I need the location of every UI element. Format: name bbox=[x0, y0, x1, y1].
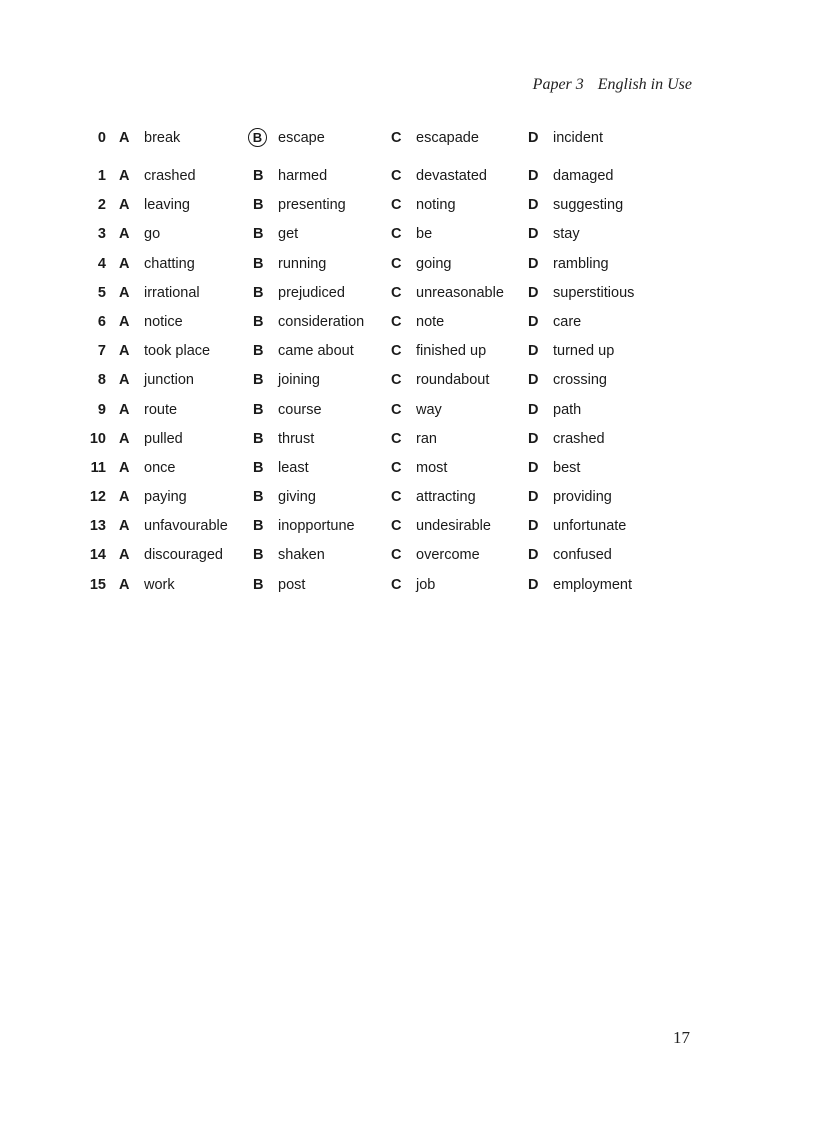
option-letter-a: A bbox=[119, 313, 130, 330]
question-row bbox=[0, 339, 816, 368]
question-row bbox=[0, 368, 816, 397]
option-text-a: once bbox=[144, 459, 176, 476]
option-letter-c: C bbox=[391, 343, 402, 360]
page-number: 17 bbox=[673, 1028, 690, 1047]
option-letter-a: A bbox=[119, 518, 130, 535]
option-text-b: escape bbox=[278, 130, 325, 146]
option-letter-c: C bbox=[391, 401, 402, 418]
option-text-c: going bbox=[416, 255, 452, 272]
option-text-b: course bbox=[278, 401, 322, 418]
option-letter-c: C bbox=[391, 226, 402, 243]
option-letter-d: D bbox=[528, 430, 539, 447]
option-text-c: finished up bbox=[416, 343, 487, 360]
running-header bbox=[533, 76, 692, 94]
option-letter-b: B bbox=[253, 430, 264, 447]
option-text-c: roundabout bbox=[416, 372, 490, 389]
question-row bbox=[0, 164, 816, 193]
option-letter-d: D bbox=[528, 489, 539, 506]
question-row bbox=[0, 281, 816, 310]
option-text-a: took place bbox=[144, 343, 211, 360]
option-letter-b: B bbox=[253, 489, 264, 506]
option-letter-b: B bbox=[253, 372, 264, 389]
option-text-c: most bbox=[416, 459, 448, 476]
option-text-c: way bbox=[416, 401, 442, 418]
option-text-c: overcome bbox=[416, 547, 480, 564]
option-letter-b: B bbox=[253, 576, 264, 593]
option-letter-c: C bbox=[391, 430, 402, 447]
option-text-a: notice bbox=[144, 313, 183, 330]
option-letter-a: A bbox=[119, 430, 130, 447]
option-text-b: inopportune bbox=[278, 518, 355, 535]
question-number: 12 bbox=[89, 489, 106, 506]
option-text-a: leaving bbox=[144, 197, 190, 214]
option-text-b: prejudiced bbox=[278, 284, 345, 301]
option-letter-b: B bbox=[253, 343, 264, 360]
option-text-d: turned up bbox=[553, 343, 615, 360]
option-text-b: least bbox=[278, 459, 309, 476]
option-letter-a: A bbox=[119, 372, 130, 389]
question-row bbox=[0, 427, 816, 456]
answer-circled-b: B bbox=[248, 128, 267, 147]
option-letter-d: D bbox=[528, 255, 539, 272]
question-number: 11 bbox=[90, 459, 106, 476]
option-letter-c: C bbox=[391, 255, 402, 272]
options-table bbox=[0, 126, 816, 602]
option-letter-d: D bbox=[528, 372, 539, 389]
question-number: 0 bbox=[97, 130, 106, 146]
option-text-a: irrational bbox=[144, 284, 200, 301]
option-text-d: incident bbox=[553, 130, 603, 146]
option-text-b: consideration bbox=[278, 313, 365, 330]
option-letter-b: B bbox=[253, 401, 264, 418]
question-number: 14 bbox=[89, 547, 106, 564]
option-letter-a: A bbox=[119, 576, 130, 593]
option-text-d: crossing bbox=[553, 372, 607, 389]
option-letter-a: A bbox=[119, 226, 130, 243]
option-text-c: noting bbox=[416, 197, 456, 214]
option-letter-a: A bbox=[119, 130, 130, 146]
option-letter-a: A bbox=[119, 197, 130, 214]
option-text-d: superstitious bbox=[553, 284, 635, 301]
question-number: 6 bbox=[97, 313, 106, 330]
option-letter-a: A bbox=[119, 401, 130, 418]
option-letter-c: C bbox=[391, 284, 402, 301]
option-letter-b: B bbox=[253, 226, 264, 243]
question-list bbox=[0, 164, 816, 602]
option-letter-d: D bbox=[528, 576, 539, 593]
option-text-c: job bbox=[416, 576, 436, 593]
question-row bbox=[0, 456, 816, 485]
option-text-a: discouraged bbox=[144, 547, 223, 564]
option-text-d: confused bbox=[553, 547, 612, 564]
option-letter-b: B bbox=[253, 547, 264, 564]
option-letter-c: C bbox=[391, 130, 402, 146]
option-letter-c: C bbox=[391, 459, 402, 476]
question-number: 5 bbox=[97, 284, 106, 301]
option-letter-b: B bbox=[253, 197, 264, 214]
question-number: 9 bbox=[97, 401, 106, 418]
option-letter-a: A bbox=[119, 284, 130, 301]
question-row bbox=[0, 310, 816, 339]
option-text-c: attracting bbox=[416, 489, 476, 506]
option-text-a: break bbox=[144, 130, 181, 146]
question-number: 3 bbox=[97, 226, 106, 243]
question-row bbox=[0, 193, 816, 222]
option-letter-d: D bbox=[528, 130, 539, 146]
option-text-d: suggesting bbox=[553, 197, 624, 214]
option-text-b: get bbox=[278, 226, 299, 243]
option-letter-c: C bbox=[391, 518, 402, 535]
option-letter-d: D bbox=[528, 226, 539, 243]
option-letter-c: C bbox=[391, 197, 402, 214]
option-text-b: presenting bbox=[278, 197, 346, 214]
option-text-b: shaken bbox=[278, 547, 325, 564]
option-text-c: devastated bbox=[416, 168, 487, 184]
option-letter-d: D bbox=[528, 313, 539, 330]
option-letter-a: A bbox=[119, 343, 130, 360]
paper-label: Paper 3 bbox=[532, 76, 584, 93]
option-text-b: came about bbox=[278, 343, 354, 360]
option-text-d: path bbox=[553, 401, 582, 418]
option-text-a: work bbox=[144, 576, 175, 593]
option-text-c: undesirable bbox=[416, 518, 491, 535]
question-row bbox=[0, 485, 816, 514]
option-text-c: unreasonable bbox=[416, 284, 504, 301]
option-letter-b: B bbox=[253, 255, 264, 272]
option-text-d: damaged bbox=[553, 168, 614, 184]
option-letter-a: A bbox=[119, 489, 130, 506]
option-text-a: pulled bbox=[144, 430, 183, 447]
option-text-d: stay bbox=[553, 226, 580, 243]
option-text-b: post bbox=[278, 576, 306, 593]
option-letter-c: C bbox=[391, 576, 402, 593]
option-text-a: unfavourable bbox=[144, 518, 228, 535]
option-text-c: note bbox=[416, 313, 445, 330]
option-letter-c: C bbox=[391, 168, 402, 184]
question-row bbox=[0, 398, 816, 427]
option-text-b: running bbox=[278, 255, 327, 272]
question-number: 7 bbox=[97, 343, 106, 360]
option-letter-a: A bbox=[119, 547, 130, 564]
option-letter-d: D bbox=[528, 459, 539, 476]
option-letter-b: B bbox=[253, 313, 264, 330]
option-text-c: be bbox=[416, 226, 433, 243]
option-text-b: harmed bbox=[278, 168, 328, 184]
question-row bbox=[0, 543, 816, 572]
option-letter-c: C bbox=[391, 372, 402, 389]
option-text-b: giving bbox=[278, 489, 316, 506]
option-letter-c: C bbox=[391, 313, 402, 330]
option-text-a: paying bbox=[144, 489, 187, 506]
option-text-a: route bbox=[144, 401, 178, 418]
option-text-a: go bbox=[144, 226, 161, 243]
option-letter-a: A bbox=[119, 255, 130, 272]
option-letter-d: D bbox=[528, 284, 539, 301]
option-text-d: unfortunate bbox=[553, 518, 627, 535]
question-number: 13 bbox=[89, 518, 106, 535]
question-row bbox=[0, 573, 816, 602]
question-number: 8 bbox=[97, 372, 106, 389]
option-letter-d: D bbox=[528, 518, 539, 535]
question-number: 2 bbox=[97, 197, 106, 214]
option-text-a: junction bbox=[144, 372, 194, 389]
option-letter-d: D bbox=[528, 168, 539, 184]
option-letter-d: D bbox=[528, 401, 539, 418]
option-letter-c: C bbox=[391, 489, 402, 506]
option-text-b: thrust bbox=[278, 430, 315, 447]
option-letter-b: B bbox=[253, 284, 264, 301]
section-title: English in Use bbox=[597, 76, 692, 93]
option-text-d: providing bbox=[553, 489, 612, 506]
option-letter-b: B bbox=[253, 459, 264, 476]
option-letter-d: D bbox=[528, 197, 539, 214]
option-letter-d: D bbox=[528, 547, 539, 564]
question-row bbox=[0, 222, 816, 251]
option-text-b: joining bbox=[278, 372, 320, 389]
question-row bbox=[0, 514, 816, 543]
question-number: 1 bbox=[97, 168, 106, 184]
option-text-d: care bbox=[553, 313, 582, 330]
option-letter-b: B bbox=[253, 168, 264, 184]
option-letter-c: C bbox=[391, 547, 402, 564]
option-letter-d: D bbox=[528, 343, 539, 360]
option-text-a: chatting bbox=[144, 255, 195, 272]
option-text-a: crashed bbox=[144, 168, 196, 184]
question-number: 10 bbox=[89, 430, 106, 447]
question-number: 4 bbox=[97, 255, 106, 272]
option-text-c: escapade bbox=[416, 130, 479, 146]
option-text-c: ran bbox=[416, 430, 437, 447]
option-text-d: rambling bbox=[553, 255, 609, 272]
option-letter-a: A bbox=[119, 168, 130, 184]
option-letter-b: B bbox=[253, 518, 264, 535]
question-row bbox=[0, 252, 816, 281]
option-letter-a: A bbox=[119, 459, 130, 476]
example-row bbox=[0, 126, 816, 164]
option-text-d: best bbox=[553, 459, 581, 476]
question-number: 15 bbox=[89, 576, 106, 593]
option-text-d: crashed bbox=[553, 430, 605, 447]
option-text-d: employment bbox=[553, 576, 632, 593]
